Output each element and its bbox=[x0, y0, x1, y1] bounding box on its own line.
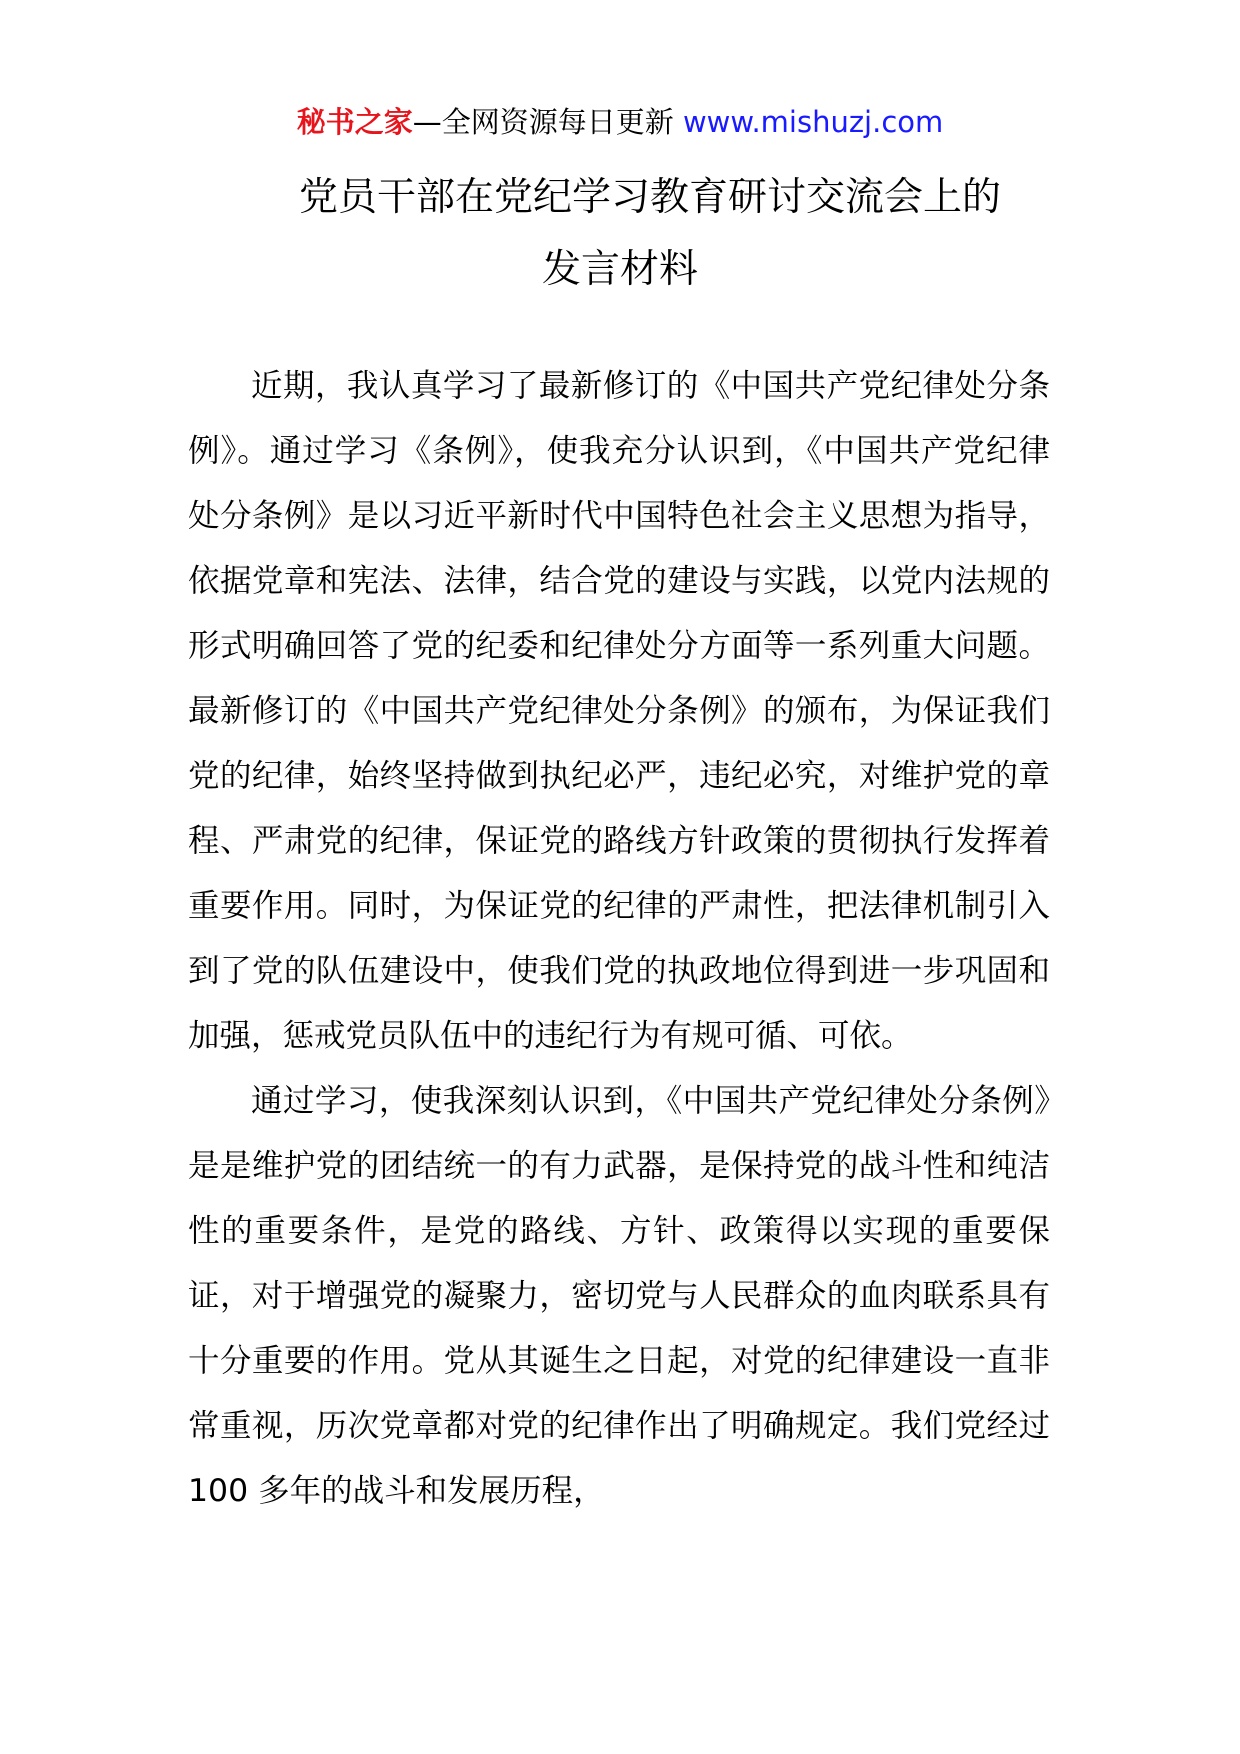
body-paragraph-2: 通过学习，使我深刻认识到，《中国共产党纪律处分条例》是是维护党的团结统一的有力武器，是保持党的战斗性和纯洁性的重要条件，是党的路线、方针、政策得以实现的重要保证，对于增强党的凝聚力，密切党与人民群众的血肉联系具有十分重要的作用。党从其诞生之日起，对党的纪律建设一直非常重视，历次党章都对党的纪律作出了明确规定。我们党经过 100 多年的战斗和发展历程， bbox=[188, 1083, 1050, 1509]
document-body bbox=[188, 354, 1050, 1524]
document-title-line-2: 发言材料 bbox=[541, 247, 698, 292]
document-title-line-1: 党员干部在党纪学习教育研讨交流会上的 bbox=[298, 175, 1001, 220]
site-url-link[interactable]: www.mishuzj.com bbox=[682, 105, 944, 139]
document-title bbox=[0, 162, 1240, 306]
site-slogan: —全网资源每日更新 bbox=[412, 105, 683, 139]
body-paragraph-1: 近期，我认真学习了最新修订的《中国共产党纪律处分条例》。通过学习《条例》，使我充分认识到，《中国共产党纪律处分条例》是以习近平新时代中国特色社会主义思想为指导，依据党章和宪法、法律，结合党的建设与实践，以党内法规的形式明确回答了党的纪委和纪律处分方面等一系列重大问题。最新修订的《中国共产党纪律处分条例》的颁布，为保证我们党的纪律，始终坚持做到执纪必严，违纪必究，对维护党的章程、严肃党的纪律，保证党的路线方针政策的贯彻执行发挥着重要作用。同时，为保证党的纪律的严肃性，把法律机制引入到了党的队伍建设中，使我们党的执政地位得到进一步巩固和加强，惩戒党员队伍中的违纪行为有规可循、可依。 bbox=[188, 368, 1050, 1054]
site-header bbox=[0, 102, 1240, 142]
site-brand-name: 秘书之家 bbox=[296, 105, 413, 139]
